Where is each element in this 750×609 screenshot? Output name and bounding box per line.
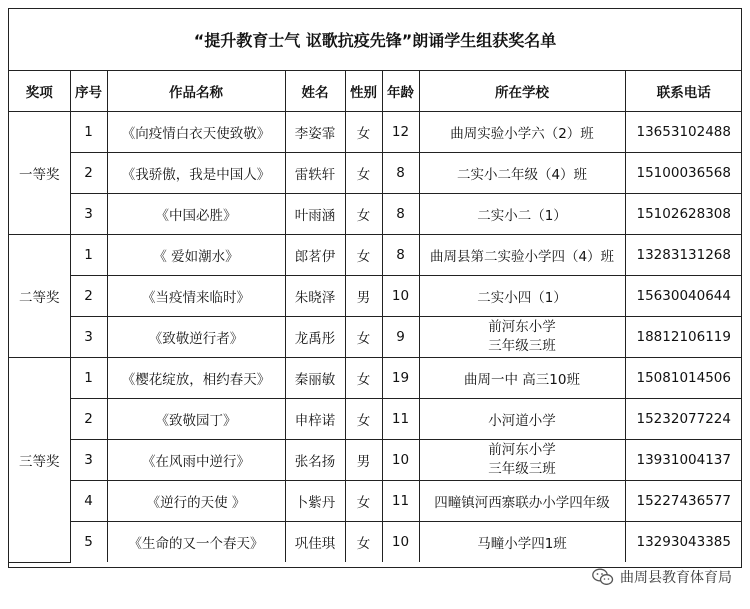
school-cell (419, 153, 625, 194)
award-level-cell: 一等奖 (9, 112, 70, 235)
school-line: 曲周一中 高三10班 (464, 372, 580, 388)
student-name-cell: 叶雨涵 (285, 194, 345, 235)
header-gender: 性别 (345, 71, 382, 112)
page-title: “提升教育士气 讴歌抗疫先锋”朗诵学生组获奖名单 (9, 9, 741, 71)
age-cell: 8 (382, 194, 419, 235)
school-line: 前河东小学 (488, 319, 556, 335)
table-row (9, 153, 742, 194)
phone-cell: 15102628308 (625, 194, 742, 235)
age-cell: 11 (382, 481, 419, 522)
school-line: 曲周实验小学六（2）班 (450, 126, 594, 142)
school-line: 三年级三班 (488, 461, 556, 477)
school-cell (419, 112, 625, 153)
table-row (9, 112, 742, 153)
award-list-sheet (8, 8, 742, 568)
gender-cell: 女 (345, 235, 382, 276)
header-award: 奖项 (9, 71, 70, 112)
gender-cell: 男 (345, 440, 382, 481)
age-cell: 19 (382, 358, 419, 399)
table-row (9, 276, 742, 317)
age-cell: 10 (382, 522, 419, 563)
phone-cell: 15081014506 (625, 358, 742, 399)
age-cell: 11 (382, 399, 419, 440)
student-name-cell: 秦丽敏 (285, 358, 345, 399)
table-row (9, 399, 742, 440)
watermark (592, 567, 732, 587)
header-school: 所在学校 (419, 71, 625, 112)
award-level-cell: 三等奖 (9, 358, 70, 563)
phone-cell: 15232077224 (625, 399, 742, 440)
phone-cell: 13931004137 (625, 440, 742, 481)
phone-cell: 15227436577 (625, 481, 742, 522)
student-name-cell: 张名扬 (285, 440, 345, 481)
row-number-cell: 1 (70, 358, 107, 399)
student-name-cell: 巩佳琪 (285, 522, 345, 563)
school-line: 四疃镇河西寨联办小学四年级 (434, 495, 610, 511)
school-line: 小河道小学 (488, 413, 556, 429)
phone-cell: 13283131268 (625, 235, 742, 276)
student-name-cell: 雷轶轩 (285, 153, 345, 194)
phone-cell: 15630040644 (625, 276, 742, 317)
age-cell: 9 (382, 317, 419, 358)
school-cell (419, 481, 625, 522)
student-name-cell: 郎茗伊 (285, 235, 345, 276)
age-cell: 10 (382, 276, 419, 317)
work-title-cell: 《当疫情来临时》 (107, 276, 285, 317)
table-row (9, 481, 742, 522)
work-title-cell: 《向疫情白衣天使致敬》 (107, 112, 285, 153)
school-line: 二实小二（1） (477, 208, 567, 224)
gender-cell: 女 (345, 481, 382, 522)
row-number-cell: 3 (70, 317, 107, 358)
student-name-cell: 龙禹彤 (285, 317, 345, 358)
work-title-cell: 《致敬逆行者》 (107, 317, 285, 358)
school-cell (419, 522, 625, 563)
gender-cell: 女 (345, 112, 382, 153)
gender-cell: 男 (345, 276, 382, 317)
student-name-cell: 申梓诺 (285, 399, 345, 440)
table-row (9, 194, 742, 235)
table-body (9, 112, 742, 563)
school-line: 前河东小学 (488, 442, 556, 458)
student-name-cell: 朱晓泽 (285, 276, 345, 317)
school-cell (419, 399, 625, 440)
row-number-cell: 2 (70, 276, 107, 317)
table-header-row (9, 71, 742, 112)
header-work: 作品名称 (107, 71, 285, 112)
gender-cell: 女 (345, 522, 382, 563)
header-age: 年龄 (382, 71, 419, 112)
row-number-cell: 1 (70, 112, 107, 153)
gender-cell: 女 (345, 194, 382, 235)
gender-cell: 女 (345, 358, 382, 399)
age-cell: 8 (382, 153, 419, 194)
school-cell (419, 194, 625, 235)
work-title-cell: 《在风雨中逆行》 (107, 440, 285, 481)
row-number-cell: 3 (70, 440, 107, 481)
table-row (9, 317, 742, 358)
gender-cell: 女 (345, 399, 382, 440)
student-name-cell: 李姿霏 (285, 112, 345, 153)
phone-cell: 18812106119 (625, 317, 742, 358)
work-title-cell: 《樱花绽放，相约春天》 (107, 358, 285, 399)
header-phone: 联系电话 (625, 71, 742, 112)
school-cell (419, 358, 625, 399)
school-cell (419, 317, 625, 358)
work-title-cell: 《我骄傲，我是中国人》 (107, 153, 285, 194)
header-no: 序号 (70, 71, 107, 112)
school-line: 二实小四（1） (477, 290, 567, 306)
award-level-cell: 二等奖 (9, 235, 70, 358)
table-row (9, 358, 742, 399)
age-cell: 10 (382, 440, 419, 481)
phone-cell: 15100036568 (625, 153, 742, 194)
header-name: 姓名 (285, 71, 345, 112)
school-line: 曲周县第二实验小学四（4）班 (429, 249, 615, 265)
school-line: 三年级三班 (488, 338, 556, 354)
gender-cell: 女 (345, 317, 382, 358)
row-number-cell: 5 (70, 522, 107, 563)
school-line: 马疃小学四1班 (477, 536, 567, 552)
row-number-cell: 4 (70, 481, 107, 522)
watermark-text: 曲周县教育体育局 (620, 570, 732, 586)
school-cell (419, 440, 625, 481)
work-title-cell: 《中国必胜》 (107, 194, 285, 235)
age-cell: 8 (382, 235, 419, 276)
school-cell (419, 235, 625, 276)
table-row (9, 235, 742, 276)
work-title-cell: 《 爱如潮水》 (107, 235, 285, 276)
work-title-cell: 《致敬园丁》 (107, 399, 285, 440)
row-number-cell: 3 (70, 194, 107, 235)
award-table (9, 71, 742, 563)
row-number-cell: 2 (70, 153, 107, 194)
wechat-icon (592, 568, 614, 586)
work-title-cell: 《生命的又一个春天》 (107, 522, 285, 563)
table-row (9, 522, 742, 563)
row-number-cell: 1 (70, 235, 107, 276)
phone-cell: 13653102488 (625, 112, 742, 153)
table-row (9, 440, 742, 481)
work-title-cell: 《逆行的天使 》 (107, 481, 285, 522)
school-cell (419, 276, 625, 317)
row-number-cell: 2 (70, 399, 107, 440)
gender-cell: 女 (345, 153, 382, 194)
student-name-cell: 卜紫丹 (285, 481, 345, 522)
phone-cell: 13293043385 (625, 522, 742, 563)
age-cell: 12 (382, 112, 419, 153)
school-line: 二实小二年级（4）班 (456, 167, 588, 183)
